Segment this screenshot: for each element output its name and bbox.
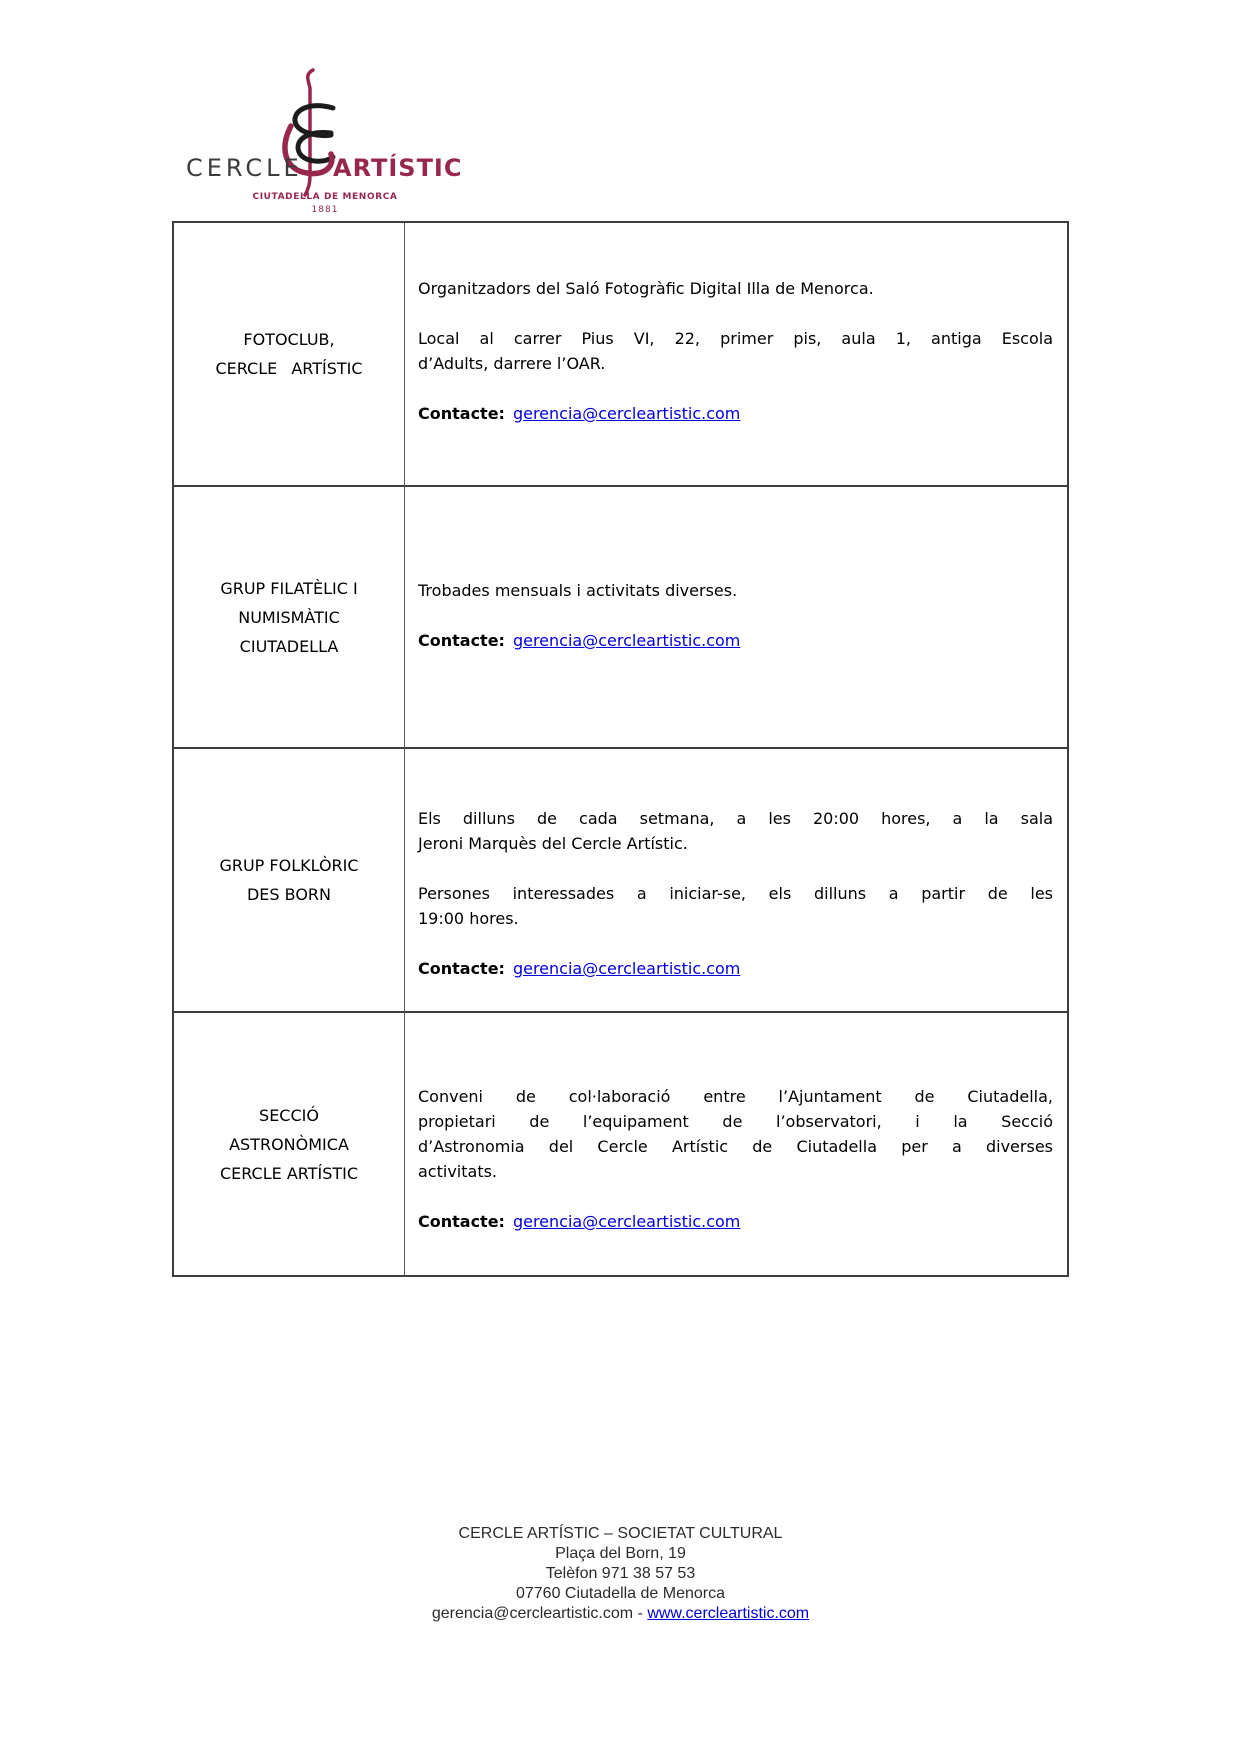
- description-line: activitats.: [418, 1162, 498, 1181]
- paragraph-gap: [418, 376, 1053, 401]
- footer-org: CERCLE ARTÍSTIC – SOCIETAT CULTURAL: [458, 1525, 783, 1542]
- group-description-cell-filatelic: [405, 485, 1067, 747]
- group-label-line: ASTRONÒMICA: [229, 1134, 349, 1154]
- contact-line: [418, 401, 1053, 426]
- group-description-cell-astronomica: [405, 1011, 1067, 1275]
- logo-subtitle: CIUTADELLA DE MENORCA: [252, 192, 398, 202]
- footer-contact-line: [0, 1604, 1241, 1624]
- description-line: d’Astronomia del Cercle Artístic de Ciutadella per a diverses: [418, 1137, 1053, 1156]
- group-label-line: GRUP FOLKLÒRIC: [219, 856, 359, 875]
- logo-name-right: ARTÍSTIC: [333, 154, 463, 182]
- group-label-cell-astronomica: [174, 1011, 405, 1275]
- contact-label: Contacte:: [418, 631, 505, 650]
- group-label-line: SECCIÓ: [259, 1105, 319, 1125]
- contact-label: Contacte:: [418, 1212, 505, 1231]
- contact-email-link[interactable]: gerencia@cercleartistic.com: [512, 959, 741, 978]
- footer-address: Plaça del Born, 19: [555, 1545, 686, 1562]
- group-label-line: CIUTADELLA: [239, 636, 339, 656]
- contact-line: [418, 1209, 1053, 1234]
- contact-label: Contacte:: [418, 959, 505, 978]
- paragraph-gap: [418, 603, 1053, 628]
- contact-email-link[interactable]: gerencia@cercleartistic.com: [512, 631, 741, 650]
- paragraph-gap: [418, 856, 1053, 881]
- contact-line: [418, 956, 1053, 981]
- group-label-line: CERCLE ARTÍSTIC: [215, 359, 363, 378]
- description-line: propietari de l’equipament de l’observatori, i la Secció: [418, 1112, 1053, 1131]
- contact-line: [418, 628, 1053, 653]
- logo: [180, 62, 480, 227]
- description-line: 19:00 hores.: [418, 909, 519, 928]
- group-label-cell-folkloric: [174, 747, 405, 1011]
- group-description-cell-fotoclub: [405, 223, 1067, 485]
- contact-email-link[interactable]: gerencia@cercleartistic.com: [512, 404, 741, 423]
- paragraph-gap: [418, 301, 1053, 326]
- group-label-cell-filatelic: [174, 485, 405, 747]
- description-line: Persones interessades a iniciar-se, els dilluns a partir de les: [418, 884, 1053, 903]
- description-line: Conveni de col·laboració entre l’Ajuntament de Ciutadella,: [418, 1087, 1053, 1106]
- logo-year: 1881: [311, 205, 339, 215]
- contact-email-link[interactable]: gerencia@cercleartistic.com: [512, 1212, 741, 1231]
- group-label-line: NUMISMÀTIC: [238, 607, 340, 627]
- group-label-line: DES BORN: [246, 885, 332, 904]
- group-description-cell-folkloric: [405, 747, 1067, 1011]
- description-line: Organitzadors del Saló Fotogràfic Digital Illa de Menorca.: [418, 279, 874, 298]
- groups-table: [172, 221, 1069, 1277]
- description-line: d’Adults, darrere l’OAR.: [418, 354, 606, 373]
- description-line: Jeroni Marquès del Cercle Artístic.: [418, 834, 688, 853]
- description-line: Els dilluns de cada setmana, a les 20:00 hores, a la sala: [418, 809, 1053, 828]
- description-line: Trobades mensuals i activitats diverses.: [418, 581, 738, 600]
- group-label-line: GRUP FILATÈLIC I: [220, 578, 358, 598]
- group-label-line: CERCLE ARTÍSTIC: [219, 1163, 359, 1183]
- logo-name-left: CERCLE: [186, 154, 303, 182]
- footer-city: 07760 Ciutadella de Menorca: [515, 1585, 726, 1602]
- footer: [0, 1524, 1241, 1624]
- footer-website-link[interactable]: www.cercleartistic.com: [647, 1605, 810, 1622]
- description-line: Local al carrer Pius VI, 22, primer pis, aula 1, antiga Escola: [418, 329, 1053, 348]
- footer-separator: -: [637, 1605, 643, 1622]
- group-label-line: FOTOCLUB,: [243, 330, 335, 349]
- footer-phone: Telèfon 971 38 57 53: [545, 1565, 696, 1582]
- footer-email: gerencia@cercleartistic.com: [431, 1605, 634, 1622]
- contact-label: Contacte:: [418, 404, 505, 423]
- group-label-cell-fotoclub: [174, 223, 405, 485]
- paragraph-gap: [418, 931, 1053, 956]
- paragraph-gap: [418, 1184, 1053, 1209]
